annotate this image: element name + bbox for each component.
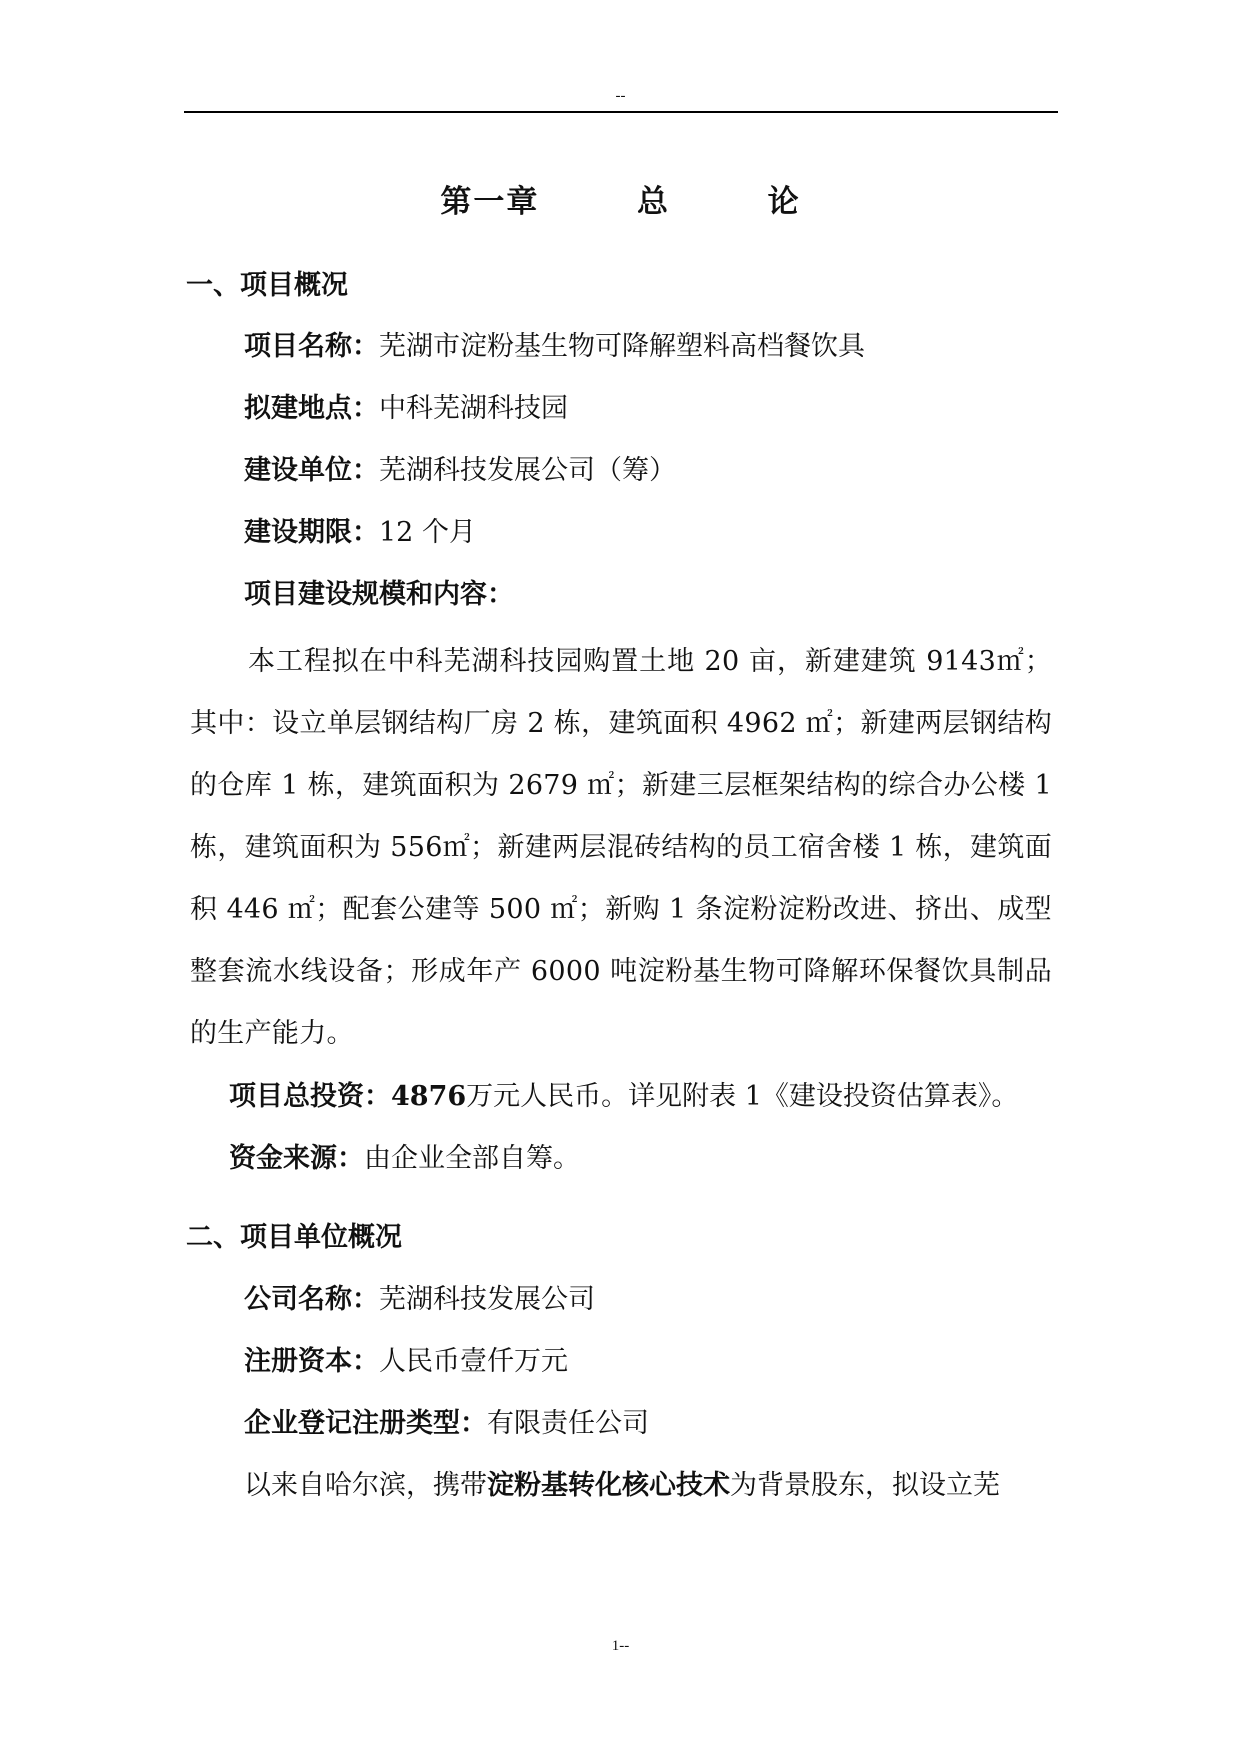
investment-value: 万元人民币。详见附表 1《建设投资估算表》。 [466, 1081, 1019, 1112]
company-row [244, 1282, 595, 1318]
investment-label: 项目总投资： [229, 1081, 391, 1112]
chapter-title [0, 182, 1241, 222]
scope-paragraph: 本工程拟在中科芜湖科技园购置土地 20 亩，新建建筑 9143㎡；其中：设立单层钢结构厂房 2 栋，建筑面积 4962 ㎡；新建两层钢结构的仓库 1 栋，建筑面积为 2679 ㎡；新建三层框架结构的综合办公楼 1 栋，建筑面积为 556㎡；新建两层混砖结构的员工宿舍楼 1 栋，建筑面积 446 ㎡；配套公建等 500 ㎡；新购 1 条淀粉淀粉改进、挤出、成型整套流水线设备；形成年产 6000 吨淀粉基生物可降解环保餐饮具制品的生产能力。 [190, 646, 1052, 1049]
project-name-row [244, 329, 865, 365]
background-text-end: 为背景股东，拟设立芜 [730, 1470, 1000, 1501]
company-value: 芜湖科技发展公司 [379, 1284, 595, 1315]
chapter-title-number: 第一章 [440, 184, 540, 220]
registration-type-row [244, 1406, 649, 1442]
project-name-label: 项目名称： [244, 331, 379, 362]
investment-row [229, 1079, 1018, 1115]
scope-heading: 项目建设规模和内容： [244, 579, 514, 610]
registration-type-label: 企业登记注册类型： [244, 1408, 487, 1439]
registration-type-value: 有限责任公司 [487, 1408, 649, 1439]
company-label: 公司名称： [244, 1284, 379, 1315]
builder-value: 芜湖科技发展公司（筹） [379, 455, 676, 486]
site-row [244, 391, 568, 427]
builder-row [244, 453, 676, 489]
core-technology-highlight: 淀粉基转化核心技术 [487, 1470, 730, 1501]
funding-value: 由企业全部自筹。 [364, 1143, 580, 1174]
page-header-mark: -- [615, 88, 626, 104]
chapter-title-word-1: 总 [637, 184, 670, 220]
period-value: 12 个月 [379, 517, 476, 548]
section-heading-overview: 一、项目概况 [186, 270, 348, 301]
builder-label: 建设单位： [244, 455, 379, 486]
background-text-row [244, 1468, 1000, 1504]
background-text-start: 以来自哈尔滨，携带 [244, 1470, 487, 1501]
project-name-value: 芜湖市淀粉基生物可降解塑料高档餐饮具 [379, 331, 865, 362]
funding-row [229, 1141, 580, 1177]
investment-amount: 4876 [391, 1081, 467, 1112]
chapter-title-word-2: 论 [767, 184, 801, 220]
site-value: 中科芜湖科技园 [379, 393, 568, 424]
period-row [244, 515, 476, 551]
funding-label: 资金来源： [229, 1143, 364, 1174]
site-label: 拟建地点： [244, 393, 379, 424]
capital-row [244, 1344, 568, 1380]
page-number: 1-- [611, 1638, 630, 1654]
period-label: 建设期限： [244, 517, 379, 548]
section-heading-company: 二、项目单位概况 [186, 1222, 402, 1253]
header-divider [184, 111, 1058, 113]
capital-label: 注册资本： [244, 1346, 379, 1377]
capital-value: 人民币壹仟万元 [379, 1346, 568, 1377]
